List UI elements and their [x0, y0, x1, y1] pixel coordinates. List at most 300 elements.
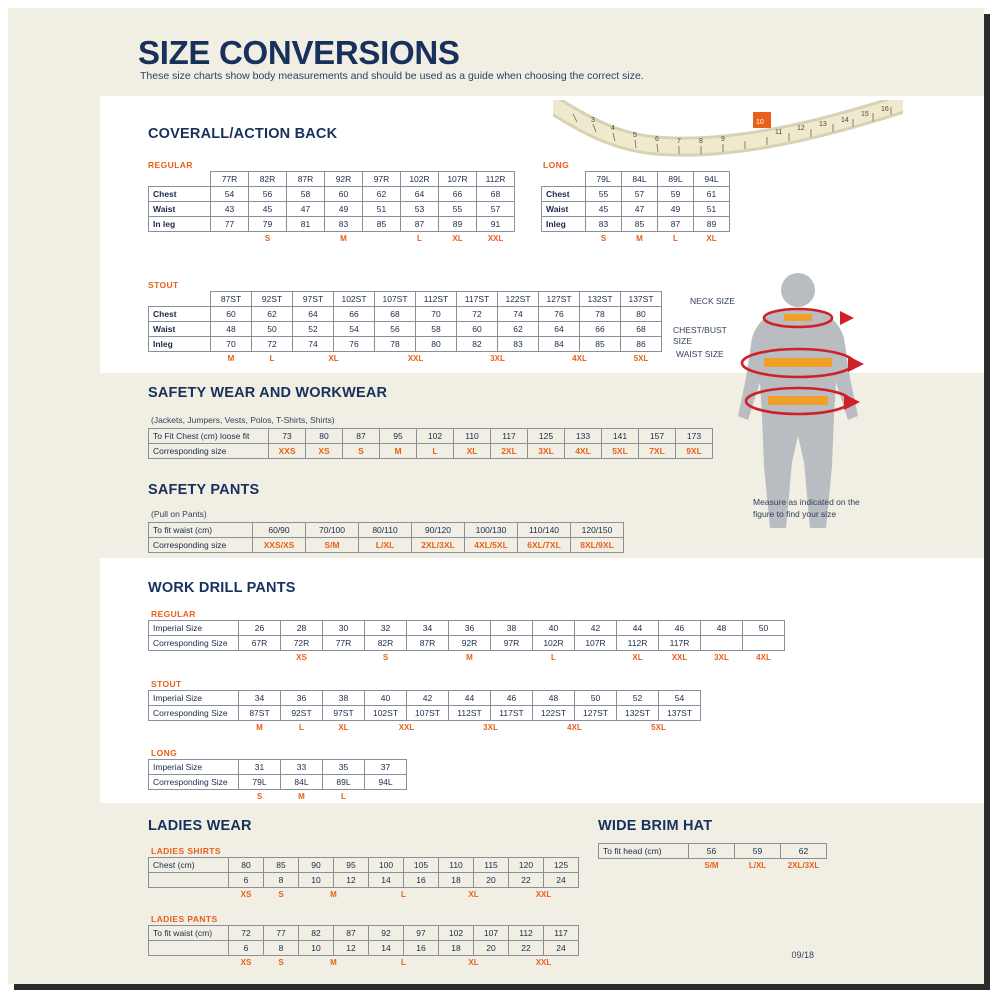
table-cell: 6 — [229, 941, 264, 956]
table-row — [149, 775, 407, 790]
document-content — [8, 8, 984, 984]
table-cell: 6 — [229, 873, 264, 888]
table-cell — [743, 636, 785, 651]
table-cell: 79 — [249, 217, 287, 232]
table-cell: 50 — [252, 322, 293, 337]
table-cell: Chest — [542, 187, 586, 202]
table-header-row — [542, 172, 730, 187]
table-cell: Chest — [149, 307, 211, 322]
table-cell: Corresponding Size — [149, 775, 239, 790]
table-cell — [323, 651, 365, 666]
size-row — [149, 651, 785, 666]
table-cell — [211, 232, 249, 247]
table-cell: 112R — [617, 636, 659, 651]
table-cell: 8 — [264, 873, 299, 888]
table-work-drill-regular — [148, 620, 785, 665]
table-cell: 28 — [281, 621, 323, 636]
table-cell: 14 — [369, 873, 404, 888]
table-cell: 137ST — [621, 292, 662, 307]
table-cell: 117ST — [491, 706, 533, 721]
label-ladies-pants: LADIES PANTS — [151, 914, 218, 924]
table-cell: 105 — [404, 858, 439, 873]
table-cell: 70 — [416, 307, 457, 322]
table-cell: S/M — [704, 861, 719, 870]
table-cell: 82R — [365, 636, 407, 651]
table-wide-brim-hat — [598, 843, 827, 873]
table-cell: 35 — [323, 760, 365, 775]
svg-text:11: 11 — [775, 129, 783, 136]
label-coverall-regular: REGULAR — [148, 160, 193, 170]
table-cell: 60/90 — [253, 523, 306, 538]
table-cell: 86 — [621, 337, 662, 352]
size-row — [149, 721, 701, 736]
table-cell: To Fit Chest (cm) loose fit — [149, 429, 269, 444]
table-cell: M — [466, 653, 473, 662]
table-cell: 87 — [658, 217, 694, 232]
table-cell: 87 — [334, 926, 369, 941]
table-cell: 97ST — [293, 292, 334, 307]
table-row — [149, 926, 579, 941]
table-safety-wear — [148, 428, 713, 459]
table-cell: 64 — [401, 187, 439, 202]
table-cell: In leg — [149, 217, 211, 232]
table-cell: 110/140 — [518, 523, 571, 538]
table-cell: 2XL/3XL — [412, 538, 465, 553]
table-cell: 92R — [449, 636, 491, 651]
table-cell: 87 — [343, 429, 380, 444]
table-cell: 117ST — [457, 292, 498, 307]
table-cell: 6XL/7XL — [518, 538, 571, 553]
table-cell: XL — [338, 723, 349, 732]
label-ladies-shirts: LADIES SHIRTS — [151, 846, 221, 856]
table-cell: 34 — [407, 621, 449, 636]
table-cell: 97ST — [323, 706, 365, 721]
table-cell: 20 — [474, 873, 509, 888]
table-cell: S — [278, 958, 284, 967]
table-cell: L — [299, 723, 304, 732]
table-cell: Corresponding Size — [149, 706, 239, 721]
table-cell: 107ST — [375, 292, 416, 307]
table-cell — [575, 651, 617, 666]
table-cell: 44 — [617, 621, 659, 636]
table-cell: 80 — [306, 429, 343, 444]
table-work-drill-stout — [148, 690, 701, 735]
table-cell: 112 — [509, 926, 544, 941]
table-cell: 60 — [211, 307, 252, 322]
table-safety-pants — [148, 522, 624, 553]
table-cell: 36 — [449, 621, 491, 636]
table-cell: 157 — [639, 429, 676, 444]
table-cell: 133 — [565, 429, 602, 444]
table-cell: L — [673, 234, 678, 243]
table-cell: XL — [328, 354, 339, 363]
table-cell: 95 — [334, 858, 369, 873]
table-cell: Imperial Size — [149, 621, 239, 636]
table-cell: 3XL — [490, 354, 505, 363]
table-cell: 173 — [676, 429, 713, 444]
table-cell: 89L — [658, 172, 694, 187]
table-cell: 5XL — [633, 354, 649, 363]
page-title: SIZE CONVERSIONS — [138, 34, 460, 71]
table-row — [149, 691, 701, 706]
table-cell: 10 — [299, 873, 334, 888]
table-cell: 89 — [439, 217, 477, 232]
svg-text:7: 7 — [677, 138, 681, 145]
table-cell: 59 — [735, 844, 781, 859]
table-coverall-stout — [148, 291, 662, 366]
table-cell: 33 — [281, 760, 323, 775]
table-cell: 32 — [365, 621, 407, 636]
table-row — [149, 307, 662, 322]
table-cell: To fit head (cm) — [599, 844, 689, 859]
table-cell: 107R — [575, 636, 617, 651]
table-cell: 72 — [457, 307, 498, 322]
label-coverall-long: LONG — [543, 160, 570, 170]
table-cell: 90/120 — [412, 523, 465, 538]
table-cell: S — [600, 234, 607, 243]
svg-text:3: 3 — [591, 117, 595, 124]
table-cell: 50 — [743, 621, 785, 636]
table-row — [542, 202, 730, 217]
table-cell: 87ST — [211, 292, 252, 307]
svg-text:9: 9 — [721, 136, 725, 143]
table-cell: XL — [706, 234, 717, 243]
svg-text:10: 10 — [756, 119, 764, 126]
table-cell — [149, 941, 229, 956]
table-cell: 20 — [474, 941, 509, 956]
table-cell: 38 — [323, 691, 365, 706]
table-cell: 53 — [401, 202, 439, 217]
table-cell: XS — [240, 958, 252, 967]
table-cell: 102R — [401, 172, 439, 187]
table-cell: 83 — [586, 217, 622, 232]
table-cell: 100 — [369, 858, 404, 873]
table-cell: 18 — [439, 873, 474, 888]
table-cell: 127ST — [539, 292, 580, 307]
table-cell: 2XL — [491, 444, 528, 459]
table-cell: 112R — [477, 172, 515, 187]
table-cell: 57 — [477, 202, 515, 217]
table-cell: 47 — [622, 202, 658, 217]
table-cell: Corresponding size — [149, 538, 253, 553]
table-cell: 60 — [457, 322, 498, 337]
table-cell: Corresponding Size — [149, 636, 239, 651]
table-cell: L — [417, 234, 422, 243]
table-cell — [149, 956, 229, 971]
table-cell: 82 — [457, 337, 498, 352]
table-cell: 26 — [239, 621, 281, 636]
table-cell: Corresponding size — [149, 444, 269, 459]
table-cell: XXL — [671, 653, 688, 662]
table-cell: 76 — [539, 307, 580, 322]
table-cell: 107 — [474, 926, 509, 941]
table-cell: 115 — [474, 858, 509, 873]
note-safety-pants: (Pull on Pants) — [151, 509, 207, 519]
table-cell: XXL — [398, 723, 415, 732]
table-cell: XXS/XS — [253, 538, 306, 553]
table-cell: 58 — [416, 322, 457, 337]
table-cell: 84 — [539, 337, 580, 352]
size-row — [149, 888, 579, 903]
page-subtitle: These size charts show body measurements and should be used as a guide when choosing the correct size. — [140, 70, 644, 82]
table-cell: 80 — [621, 307, 662, 322]
table-cell: 42 — [407, 691, 449, 706]
table-cell: 9XL — [676, 444, 713, 459]
table-cell: 112ST — [449, 706, 491, 721]
table-cell: 8 — [264, 941, 299, 956]
figure-measure-note: Measure as indicated on the figure to find your size — [753, 497, 860, 519]
table-cell: 87 — [401, 217, 439, 232]
table-cell: 4XL/5XL — [465, 538, 518, 553]
table-cell: 132ST — [580, 292, 621, 307]
table-cell: 5XL — [602, 444, 639, 459]
table-cell: 2XL/3XL — [787, 861, 820, 870]
table-cell: 30 — [323, 621, 365, 636]
table-cell: L — [269, 354, 275, 363]
table-row — [149, 429, 713, 444]
table-cell: 45 — [586, 202, 622, 217]
table-cell: 137ST — [659, 706, 701, 721]
table-cell: 3XL — [528, 444, 565, 459]
table-cell: 79L — [239, 775, 281, 790]
table-cell: 112ST — [416, 292, 457, 307]
size-row — [149, 352, 662, 367]
table-work-drill-long — [148, 759, 407, 804]
table-cell — [149, 651, 239, 666]
table-cell — [287, 232, 325, 247]
table-cell: 92ST — [252, 292, 293, 307]
table-cell: 82R — [249, 172, 287, 187]
table-cell — [542, 232, 586, 247]
table-cell: XL — [632, 653, 643, 662]
section-title-safety-pants: SAFETY PANTS — [148, 482, 260, 498]
table-cell: 72R — [281, 636, 323, 651]
table-cell — [542, 172, 586, 187]
table-cell: 14 — [369, 941, 404, 956]
table-cell: Chest — [149, 187, 211, 202]
table-cell — [149, 873, 229, 888]
table-cell: 48 — [533, 691, 575, 706]
table-cell: 94L — [365, 775, 407, 790]
table-row — [149, 636, 785, 651]
table-cell: 64 — [539, 322, 580, 337]
table-cell: Imperial Size — [149, 760, 239, 775]
table-cell: Inleg — [542, 217, 586, 232]
table-cell: XS — [240, 890, 252, 899]
table-cell: 48 — [701, 621, 743, 636]
table-cell: 132ST — [617, 706, 659, 721]
table-cell: 125 — [544, 858, 579, 873]
table-cell: 12 — [334, 873, 369, 888]
table-ladies-pants — [148, 925, 579, 970]
table-cell: 117 — [491, 429, 528, 444]
table-cell: 79L — [586, 172, 622, 187]
table-cell: 68 — [477, 187, 515, 202]
table-row — [149, 760, 407, 775]
table-cell — [491, 651, 533, 666]
table-cell: L — [401, 958, 406, 967]
table-cell: 24 — [544, 941, 579, 956]
table-cell: 77R — [211, 172, 249, 187]
table-row — [149, 187, 515, 202]
table-cell: 3XL — [714, 653, 729, 662]
table-cell: 97R — [491, 636, 533, 651]
document-sheet — [8, 8, 984, 984]
table-cell: L — [551, 653, 556, 662]
table-cell: 97R — [363, 172, 401, 187]
table-row — [542, 187, 730, 202]
svg-text:5: 5 — [633, 132, 637, 139]
table-cell: XL — [468, 890, 479, 899]
table-cell — [149, 232, 211, 247]
table-cell — [149, 888, 229, 903]
table-cell: Inleg — [149, 337, 211, 352]
table-cell — [701, 636, 743, 651]
table-cell: 102 — [439, 926, 474, 941]
table-cell: 62 — [498, 322, 539, 337]
table-cell: 100/130 — [465, 523, 518, 538]
table-row — [149, 337, 662, 352]
table-cell: 66 — [580, 322, 621, 337]
table-cell: 5XL — [651, 723, 666, 732]
table-cell: Chest (cm) — [149, 858, 229, 873]
table-cell: 68 — [375, 307, 416, 322]
table-cell: 77R — [323, 636, 365, 651]
table-row — [149, 706, 701, 721]
table-cell: 12 — [334, 941, 369, 956]
table-cell — [149, 790, 239, 805]
table-cell: 68 — [621, 322, 662, 337]
table-cell: 55 — [439, 202, 477, 217]
table-cell: 107R — [439, 172, 477, 187]
table-cell: 47 — [287, 202, 325, 217]
table-cell: 83 — [325, 217, 363, 232]
table-cell: 16 — [404, 873, 439, 888]
table-cell: 120 — [509, 858, 544, 873]
table-cell: 61 — [694, 187, 730, 202]
table-cell: 51 — [694, 202, 730, 217]
table-cell — [365, 790, 407, 805]
table-cell: 89L — [323, 775, 365, 790]
table-cell: 50 — [575, 691, 617, 706]
table-row — [149, 873, 579, 888]
table-cell — [149, 292, 211, 307]
table-cell: XL — [468, 958, 479, 967]
svg-text:14: 14 — [841, 117, 849, 124]
table-cell: 141 — [602, 429, 639, 444]
table-cell: 87R — [287, 172, 325, 187]
table-cell: 52 — [293, 322, 334, 337]
table-cell: 87R — [407, 636, 449, 651]
table-cell: 55 — [586, 187, 622, 202]
table-cell: 54 — [334, 322, 375, 337]
table-cell: 43 — [211, 202, 249, 217]
table-cell: 120/150 — [571, 523, 624, 538]
table-cell: 127ST — [575, 706, 617, 721]
table-cell: 31 — [239, 760, 281, 775]
table-cell — [149, 721, 239, 736]
svg-text:4: 4 — [611, 125, 615, 132]
table-cell: 84L — [622, 172, 658, 187]
table-cell: 56 — [375, 322, 416, 337]
table-cell: 77 — [211, 217, 249, 232]
table-cell: 62 — [363, 187, 401, 202]
table-cell: 3XL — [483, 723, 498, 732]
table-row — [149, 941, 579, 956]
table-cell: 62 — [781, 844, 827, 859]
table-cell: 42 — [575, 621, 617, 636]
size-row — [149, 956, 579, 971]
table-row — [149, 621, 785, 636]
table-cell: L — [417, 444, 454, 459]
table-cell: 40 — [365, 691, 407, 706]
table-cell: 102R — [533, 636, 575, 651]
table-cell: 117R — [659, 636, 701, 651]
table-cell: 110 — [439, 858, 474, 873]
table-cell: L — [401, 890, 406, 899]
table-cell: 49 — [325, 202, 363, 217]
table-row — [149, 858, 579, 873]
table-cell: 56 — [249, 187, 287, 202]
svg-text:15: 15 — [861, 111, 869, 118]
table-cell: 4XL — [572, 354, 587, 363]
table-cell: XXL — [535, 890, 552, 899]
table-cell: 57 — [622, 187, 658, 202]
table-cell: 91 — [477, 217, 515, 232]
table-row — [149, 538, 624, 553]
table-cell: L/XL — [359, 538, 412, 553]
table-cell — [239, 651, 281, 666]
table-cell: 85 — [622, 217, 658, 232]
table-row — [149, 322, 662, 337]
table-cell: 76 — [334, 337, 375, 352]
table-cell: 97 — [404, 926, 439, 941]
section-title-coverall: COVERALL/ACTION BACK — [148, 126, 338, 142]
table-cell: 125 — [528, 429, 565, 444]
footer-date: 09/18 — [791, 950, 814, 960]
table-cell: 92R — [325, 172, 363, 187]
table-cell: 90 — [299, 858, 334, 873]
table-cell: 95 — [380, 429, 417, 444]
table-cell: 64 — [293, 307, 334, 322]
section-title-wide-brim-hat: WIDE BRIM HAT — [598, 818, 713, 834]
table-cell: To fit waist (cm) — [149, 523, 253, 538]
table-cell: 48 — [211, 322, 252, 337]
svg-text:13: 13 — [819, 121, 827, 128]
table-cell: 122ST — [498, 292, 539, 307]
table-cell: 66 — [439, 187, 477, 202]
table-cell: 60 — [325, 187, 363, 202]
table-cell: 22 — [509, 873, 544, 888]
table-cell: M — [340, 234, 347, 243]
table-cell: 80 — [416, 337, 457, 352]
table-cell: 102 — [417, 429, 454, 444]
size-row — [149, 790, 407, 805]
table-cell: 51 — [363, 202, 401, 217]
table-cell: 78 — [375, 337, 416, 352]
table-cell: 80/110 — [359, 523, 412, 538]
table-coverall-regular — [148, 171, 515, 246]
label-drill-long: LONG — [151, 748, 178, 758]
table-cell — [149, 172, 211, 187]
table-row — [599, 844, 827, 859]
table-cell: 37 — [365, 760, 407, 775]
table-cell: 72 — [229, 926, 264, 941]
table-cell: 122ST — [533, 706, 575, 721]
table-cell: 81 — [287, 217, 325, 232]
table-cell: 70 — [211, 337, 252, 352]
table-cell: 67R — [239, 636, 281, 651]
